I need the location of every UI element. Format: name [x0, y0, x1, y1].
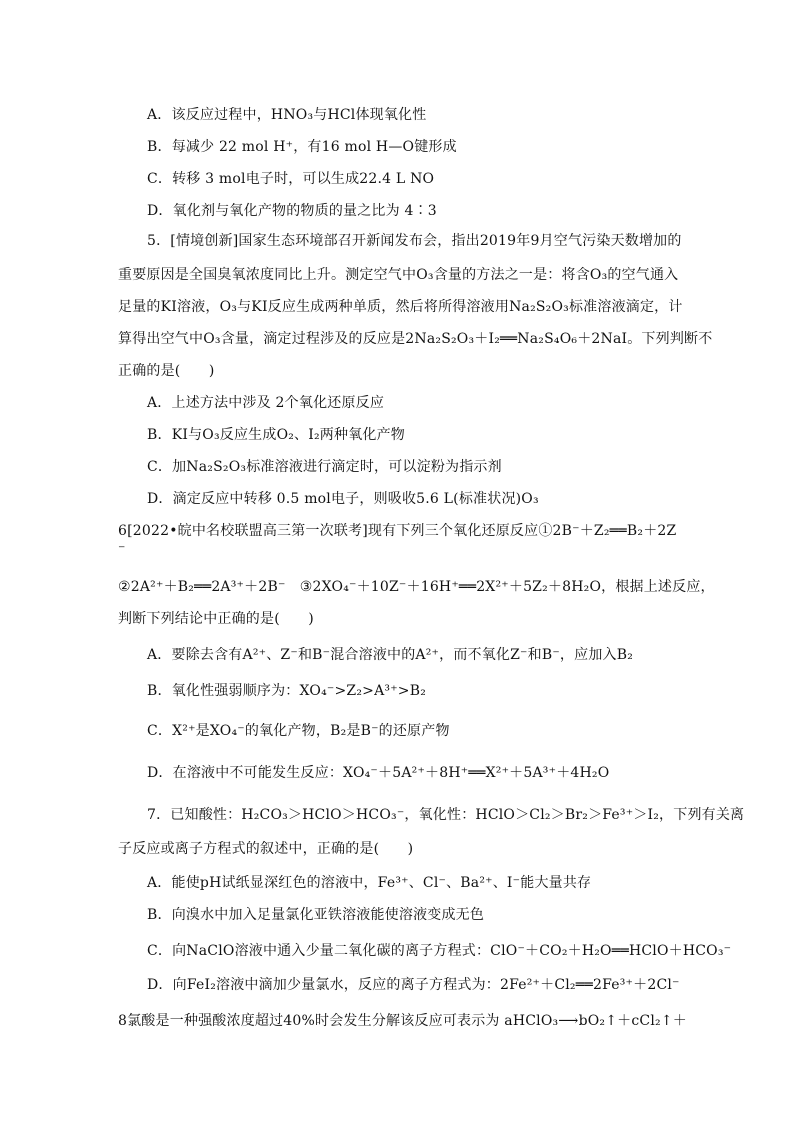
q5-stem-line-4: 算得出空气中O₃含量，滴定过程涉及的反应是2Na₂S₂O₃＋I₂══Na₂S₄O₆＋2NaI。下列判断不: [118, 331, 713, 347]
q6-option-d: D．在溶液中不可能发生反应：XO₄⁻＋5A²⁺＋8H⁺══X²⁺＋5A³⁺＋4H₂O: [147, 765, 610, 781]
q7-option-a: A．能使pH试纸显深红色的溶液中，Fe³⁺、Cl⁻、Ba²⁺、I⁻能大量共存: [147, 875, 592, 891]
q7-stem-line-1: 7．已知酸性：H₂CO₃＞HClO＞HCO₃⁻，氧化性：HClO＞Cl₂＞Br₂＞Fe³⁺＞I₂，下列有关离: [147, 807, 745, 823]
q6-option-a: A．要除去含有A²⁺、Z⁻和B⁻混合溶液中的A²⁺，而不氧化Z⁻和B⁻，应加入B₂: [147, 647, 634, 663]
q4-option-a: A．该反应过程中，HNO₃与HCl体现氧化性: [147, 107, 427, 123]
q5-option-b: B．KI与O₃反应生成O₂、I₂两种氧化产物: [147, 427, 405, 443]
q4-option-d: D．氧化剂与氧化产物的物质的量之比为 4∶3: [147, 203, 437, 219]
q6-stem-line-2: ②2A²⁺＋B₂══2A³⁺＋2B⁻ ③2XO₄⁻＋10Z⁻＋16H⁺══2X²⁺＋5Z₂＋8H₂O，根据上述反应，: [118, 579, 715, 595]
q5-stem-line-1: 5．[情境创新]国家生态环境部召开新闻发布会，指出2019年9月空气污染天数增加的: [147, 233, 682, 249]
q4-option-b: B．每减少 22 mol H⁺，有16 mol H—O键形成: [147, 139, 457, 155]
q5-stem-line-5: 正确的是( ): [118, 363, 215, 379]
q5-stem-line-2: 重要原因是全国臭氧浓度同比上升。测定空气中O₃含量的方法之一是：将含O₃的空气通入: [118, 267, 679, 283]
q7-option-d: D．向FeI₂溶液中滴加少量氯水，反应的离子方程式为：2Fe²⁺＋Cl₂══2Fe³⁺＋2Cl⁻: [147, 977, 680, 993]
q5-option-a: A．上述方法中涉及 2个氧化还原反应: [147, 395, 385, 411]
q7-stem-line-2: 子反应或离子方程式的叙述中，正确的是( ): [118, 841, 414, 857]
q6-stem-line-1-wrap: ⁻: [118, 542, 126, 558]
q4-option-c: C．转移 3 mol电子时，可以生成22.4 L NO: [147, 171, 435, 187]
q7-option-b: B．向溴水中加入足量氯化亚铁溶液能使溶液变成无色: [147, 907, 485, 923]
q7-option-c: C．向NaClO溶液中通入少量二氧化碳的离子方程式：ClO⁻＋CO₂＋H₂O══HClO＋HCO₃⁻: [147, 943, 732, 959]
q6-stem-line-3: 判断下列结论中正确的是( ): [118, 611, 314, 627]
q6-stem-line-1: 6[2022•皖中名校联盟高三第一次联考]现有下列三个氧化还原反应①2B⁻＋Z₂══B₂＋2Z: [118, 523, 677, 539]
q5-stem-line-3: 足量的KI溶液，O₃与KI反应生成两种单质，然后将所得溶液用Na₂S₂O₃标准溶液滴定，计: [118, 299, 683, 315]
q6-option-b: B．氧化性强弱顺序为：XO₄⁻>Z₂>A³⁺>B₂: [147, 683, 427, 699]
q8-stem-line-1: 8氯酸是一种强酸浓度超过40%时会发生分解该反应可表示为 aHClO₃⟶bO₂↑＋cCl₂↑＋: [118, 1013, 687, 1029]
q5-option-c: C．加Na₂S₂O₃标准溶液进行滴定时，可以淀粉为指示剂: [147, 459, 502, 475]
q5-option-d: D．滴定反应中转移 0.5 mol电子，则吸收5.6 L(标准状况)O₃: [147, 491, 539, 507]
q6-option-c: C．X²⁺是XO₄⁻的氧化产物，B₂是B⁻的还原产物: [147, 723, 450, 739]
